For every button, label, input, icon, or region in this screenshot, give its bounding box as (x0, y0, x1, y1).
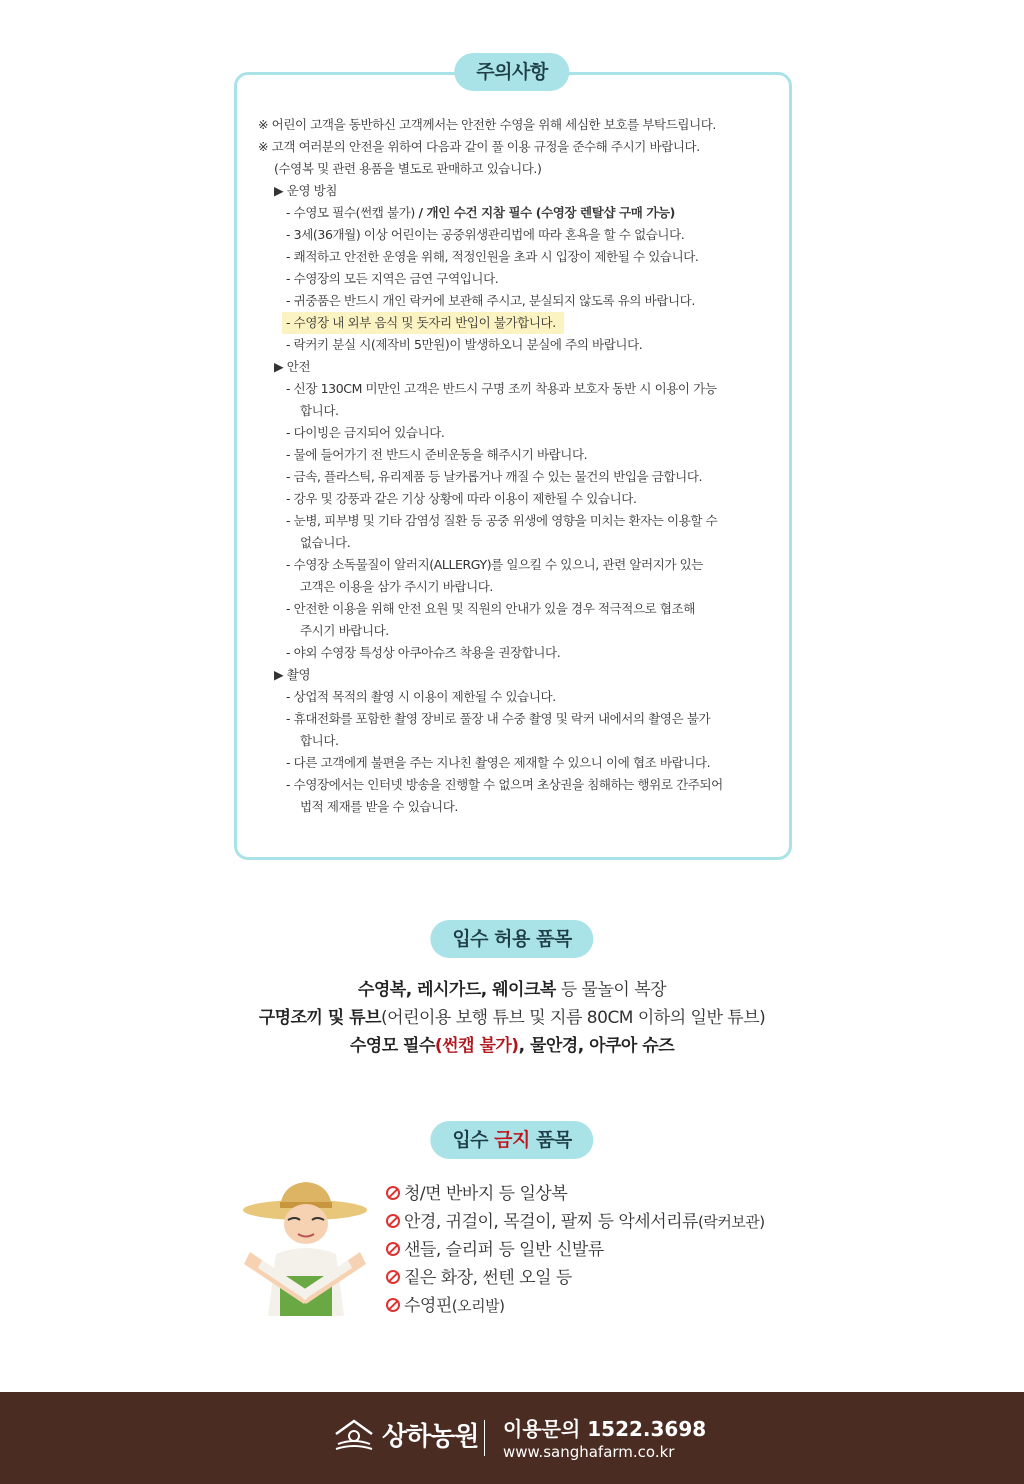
forbidden-item: 수영핀(오리발) (386, 1292, 765, 1320)
safety-item-cont: 없습니다. (300, 535, 351, 550)
forbidden-item: 샌들, 슬리퍼 등 일반 신발류 (386, 1236, 765, 1264)
forbidden-item: 청/면 반바지 등 일상복 (386, 1180, 765, 1208)
brand-name: 상하농원 (382, 1422, 479, 1452)
forbidden-item: 짙은 화장, 썬텐 오일 등 (386, 1264, 765, 1292)
safety-item: - 금속, 플라스틱, 유리제품 등 날카롭거나 깨질 수 있는 물건의 반입을 금합니다. (286, 469, 703, 484)
prohibited-icon (386, 1214, 400, 1228)
notice-intro-2: ※ 고객 여러분의 안전을 위하여 다음과 같이 풀 이용 규정을 준수해 주시기 바랍니다. (258, 139, 700, 154)
footer-contact (503, 1416, 706, 1462)
section-safety-heading: ▶ 안전 (274, 359, 311, 374)
operation-item-highlight: - 수영장 내 외부 음식 및 돗자리 반입이 불가합니다. (258, 312, 768, 334)
photo-item-cont: 합니다. (300, 733, 339, 748)
safety-item: - 강우 및 강풍과 같은 기상 상황에 따라 이용이 제한될 수 있습니다. (286, 491, 637, 506)
section-photo-heading: ▶ 촬영 (274, 667, 311, 682)
forbidden-item: 안경, 귀걸이, 목걸이, 팔찌 등 악세서리류(락커보관) (386, 1208, 765, 1236)
photo-item: - 수영장에서는 인터넷 방송을 진행할 수 없으며 초상권을 침해하는 행위로 간주되어 (286, 777, 723, 792)
prohibited-icon (386, 1242, 400, 1256)
safety-item: - 신장 130CM 미만인 고객은 반드시 구명 조끼 착용과 보호자 동반 시 이용이 가능 (286, 381, 717, 396)
prohibited-icon (386, 1270, 400, 1284)
allowed-line-3: 수영모 필수(썬캡 불가), 물안경, 아쿠아 슈즈 (349, 1036, 675, 1056)
website-link[interactable]: www.sanghafarm.co.kr (503, 1443, 675, 1461)
section-operation-heading: ▶ 운영 방침 (274, 183, 338, 198)
safety-item-cont: 주시기 바랍니다. (300, 623, 389, 638)
operation-item: - 수영장의 모든 지역은 금연 구역입니다. (286, 271, 499, 286)
photo-item: - 상업적 목적의 촬영 시 이용이 제한될 수 있습니다. (286, 689, 556, 704)
forbidden-list (386, 1180, 765, 1320)
photo-item-cont: 법적 제재를 받을 수 있습니다. (300, 799, 458, 814)
notice-intro-3: (수영복 및 관련 용품을 별도로 판매하고 있습니다.) (274, 161, 542, 176)
footer-divider (484, 1420, 485, 1456)
operation-item: - 쾌적하고 안전한 운영을 위해, 적정인원을 초과 시 입장이 제한될 수 있습니다. (286, 249, 699, 264)
safety-item: - 눈병, 피부병 및 기타 감염성 질환 등 공중 위생에 영향을 미치는 환자는 이용할 수 (286, 513, 718, 528)
operation-item: - 수영모 필수(썬캡 불가) / 개인 수건 지참 필수 (수영장 렌탈샵 구매 가능) (286, 205, 675, 220)
notice-title: 주의사항 (454, 53, 569, 91)
photo-item: - 다른 고객에게 불편을 주는 지나친 촬영은 제재할 수 있으니 이에 협조 바랍니다. (286, 755, 711, 770)
allowed-line-1: 수영복, 레시가드, 웨이크복 등 물놀이 복장 (357, 980, 667, 1000)
notice-intro-1: ※ 어린이 고객을 동반하신 고객께서는 안전한 수영을 위해 세심한 보호를 부탁드립니다. (258, 117, 717, 132)
prohibited-icon (386, 1186, 400, 1200)
brand-logo (334, 1416, 478, 1453)
prohibited-icon (386, 1298, 400, 1312)
safety-item-cont: 고객은 이용을 삼가 주시기 바랍니다. (300, 579, 493, 594)
safety-item-cont: 합니다. (300, 403, 339, 418)
farmer-illustration (240, 1176, 370, 1316)
notice-content (258, 114, 768, 818)
safety-item: - 안전한 이용을 위해 안전 요원 및 직원의 안내가 있을 경우 적극적으로 협조해 (286, 601, 695, 616)
operation-item: - 귀중품은 반드시 개인 락커에 보관해 주시고, 분실되지 않도록 유의 바랍니다. (286, 293, 695, 308)
safety-item: - 수영장 소독물질이 알러지(ALLERGY)를 일으킬 수 있으니, 관련 알러지가 있는 (286, 557, 703, 572)
operation-item: - 락커키 분실 시(제작비 5만원)이 발생하오니 분실에 주의 바랍니다. (286, 337, 643, 352)
contact-phone-line: 이용문의 1522.3698 (503, 1417, 707, 1441)
allowed-line-2: 구명조끼 및 튜브(어린이용 보행 튜브 및 지름 80CM 이하의 일반 튜브) (258, 1008, 766, 1028)
safety-item: - 다이빙은 금지되어 있습니다. (286, 425, 445, 440)
safety-item: - 물에 들어가기 전 반드시 준비운동을 해주시기 바랍니다. (286, 447, 588, 462)
safety-item: - 야외 수영장 특성상 아쿠아슈즈 착용을 권장합니다. (286, 645, 561, 660)
allowed-title: 입수 허용 품목 (430, 920, 593, 958)
footer (0, 1392, 1024, 1484)
operation-item: - 3세(36개월) 이상 어린이는 공중위생관리법에 따라 혼욕을 할 수 없습니다. (286, 227, 685, 242)
photo-item: - 휴대전화를 포함한 촬영 장비로 풀장 내 수중 촬영 및 락커 내에서의 촬영은 불가 (286, 711, 711, 726)
farm-logo-icon (334, 1418, 374, 1452)
forbidden-title: 입수 금지 품목 (430, 1121, 593, 1159)
allowed-list (0, 976, 1024, 1060)
